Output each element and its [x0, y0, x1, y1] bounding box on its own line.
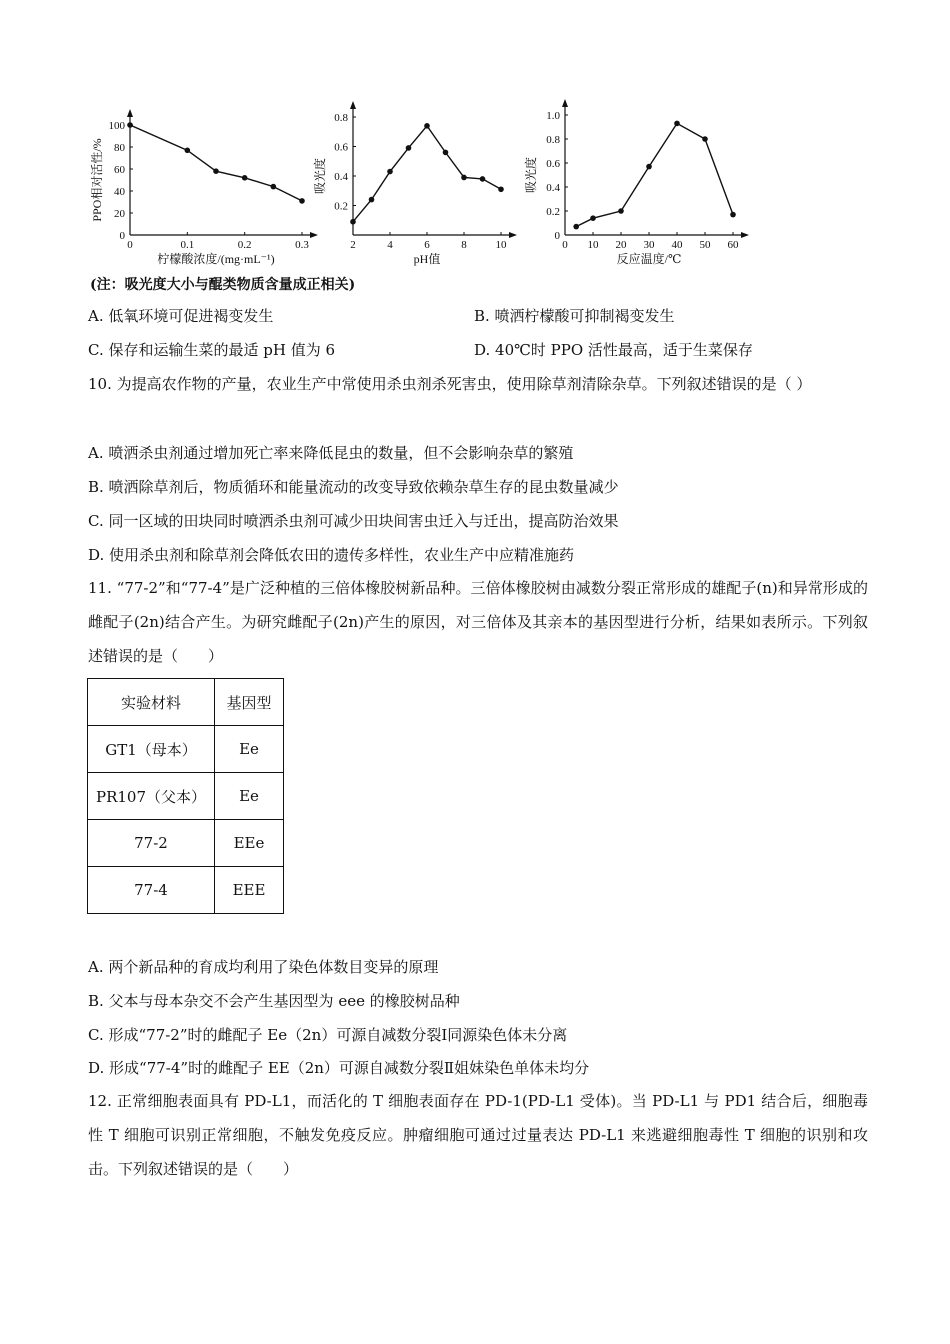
- y-tick-label: 0.6: [546, 158, 560, 170]
- y-axis-label: PPO相对活性/%: [90, 138, 104, 222]
- q9-option-d[interactable]: D. 40℃时 PPO 活性最高，适于生菜保存: [474, 341, 753, 359]
- q11-stem: 11. “77-2”和“77-4”是广泛种植的三倍体橡胶树新品种。三倍体橡胶树由减数分裂正常形成的雄配子(n)和异常形成的雌配子(2n)结合产生。为研究雌配子(2n)产生的原因，对三倍体及其亲本的基因型进行分析，结果如表所示。下列叙述错误的是（ ）: [88, 579, 868, 665]
- data-point: [674, 121, 680, 127]
- q10-option-c[interactable]: C. 同一区域的田块同时喷洒杀虫剂可减少田块间害虫迁入与迁出，提高防治效果: [88, 512, 619, 530]
- y-axis-arrow: [350, 101, 356, 109]
- data-point: [573, 224, 579, 230]
- q11-option-a[interactable]: A. 两个新品种的育成均利用了染色体数目变异的原理: [88, 958, 439, 976]
- data-point: [424, 123, 430, 129]
- q10-option-a[interactable]: A. 喷洒杀虫剂通过增加死亡率来降低昆虫的数量，但不会影响杂草的繁殖: [88, 444, 574, 462]
- table-cell: EEe: [215, 820, 284, 867]
- q11-option-b[interactable]: B. 父本与母本杂交不会产生基因型为 eee 的橡胶树品种: [88, 992, 460, 1010]
- q12-stem: 12. 正常细胞表面具有 PD-L1，而活化的 T 细胞表面存在 PD-1(PD-L1 受体)。当 PD-L1 与 PD1 结合后，细胞毒性 T 细胞可识别正常细胞，不触发免疫反应。肿瘤细胞可通过过量表达 PD-L1 来逃避细胞毒性 T 细胞的识别和攻击。下列叙述错误的是（ ）: [88, 1092, 868, 1178]
- data-point: [590, 215, 596, 221]
- y-tick-label: 100: [108, 120, 125, 132]
- data-point: [702, 136, 708, 142]
- x-tick-label: 0: [562, 239, 568, 251]
- table-cell: 77-2: [88, 820, 215, 867]
- q10-option-d[interactable]: D. 使用杀虫剂和除草剂会降低农田的遗传多样性，农业生产中应精准施药: [88, 546, 575, 564]
- data-point: [498, 186, 504, 192]
- q11-option-c[interactable]: C. 形成“77-2”时的雌配子 Ee（2n）可源自减数分裂Ⅰ同源染色体未分离: [88, 1026, 568, 1044]
- x-tick-label: 60: [727, 239, 739, 251]
- y-tick-label: 20: [114, 208, 125, 220]
- data-point: [730, 212, 736, 218]
- x-tick-label: 8: [461, 239, 467, 251]
- x-axis-arrow: [741, 232, 749, 238]
- data-point: [127, 122, 133, 128]
- table-row: [88, 773, 284, 820]
- x-axis-label: 反应温度/℃: [616, 252, 682, 266]
- table-cell: GT1（母本）: [88, 726, 215, 773]
- y-tick-label: 0: [554, 230, 560, 242]
- data-point: [406, 145, 412, 151]
- x-tick-label: 2: [350, 239, 356, 251]
- y-tick-label: 60: [114, 164, 125, 176]
- y-tick-label: 0.8: [546, 134, 560, 146]
- x-tick-label: 4: [387, 239, 393, 251]
- q9-option-c[interactable]: C. 保存和运输生菜的最适 pH 值为 6: [88, 341, 336, 359]
- table-cell: Ee: [215, 773, 284, 820]
- chart-note: (注：吸光度大小与醌类物质含量成正相关): [90, 277, 356, 293]
- chart-ph-svg: [315, 95, 515, 270]
- data-point: [369, 197, 375, 203]
- y-tick-label: 0.2: [546, 206, 560, 218]
- y-tick-label: 0.8: [334, 112, 348, 124]
- series-line: [130, 125, 302, 201]
- table-cell: PR107（父本）: [88, 773, 215, 820]
- table-row: [88, 726, 284, 773]
- data-point: [242, 175, 248, 181]
- x-tick-label: 50: [699, 239, 711, 251]
- data-point: [299, 198, 305, 204]
- table-cell: Ee: [215, 726, 284, 773]
- x-tick-label: 0.1: [180, 239, 195, 251]
- chart-temperature: [525, 95, 755, 270]
- table-row: [88, 867, 284, 914]
- x-tick-label: 40: [671, 239, 683, 251]
- table-cell: 77-4: [88, 867, 215, 914]
- x-axis-label: pH值: [413, 252, 441, 266]
- data-point: [618, 208, 624, 214]
- x-tick-label: 0.3: [295, 239, 309, 251]
- y-tick-label: 0: [119, 230, 125, 242]
- x-tick-label: 30: [643, 239, 655, 251]
- chart-ph: [315, 95, 515, 270]
- y-axis-arrow: [127, 109, 133, 117]
- y-axis-label: 吸光度: [313, 157, 327, 195]
- x-tick-label: 20: [615, 239, 627, 251]
- x-tick-label: 10: [587, 239, 599, 251]
- y-tick-label: 0.2: [334, 200, 348, 213]
- y-tick-label: 0.4: [334, 171, 348, 183]
- x-tick-label: 10: [495, 239, 507, 251]
- chart-citric-acid-svg: [92, 95, 317, 270]
- q9-option-a[interactable]: A. 低氧环境可促进褐变发生: [88, 307, 274, 325]
- x-tick-label: 6: [424, 239, 430, 251]
- q10-option-b[interactable]: B. 喷洒除草剂后，物质循环和能量流动的改变导致依赖杂草生存的昆虫数量减少: [88, 478, 619, 496]
- y-axis-label: 吸光度: [524, 156, 538, 194]
- data-point: [480, 176, 486, 182]
- table-header: 实验材料: [88, 679, 215, 726]
- genotype-table: [87, 678, 284, 914]
- y-tick-label: 1.0: [546, 110, 560, 122]
- y-axis-arrow: [562, 99, 568, 107]
- table-row: [88, 820, 284, 867]
- x-axis-arrow: [509, 232, 517, 238]
- data-point: [185, 148, 191, 154]
- data-point: [461, 175, 467, 181]
- x-axis-label: 柠檬酸浓度/(mg·mL⁻¹): [157, 252, 275, 266]
- q11-option-d[interactable]: D. 形成“77-4”时的雌配子 EE（2n）可源自减数分裂Ⅱ姐妹染色单体未均分: [88, 1059, 590, 1077]
- chart-citric-acid: [92, 95, 317, 270]
- x-tick-label: 0: [127, 239, 133, 251]
- series-line: [576, 123, 733, 226]
- table-header-row: [88, 679, 284, 726]
- y-tick-label: 40: [114, 186, 125, 198]
- y-tick-label: 0.4: [546, 182, 560, 194]
- table-header: 基因型: [215, 679, 284, 726]
- series-line: [353, 126, 501, 222]
- data-point: [271, 184, 277, 190]
- data-point: [443, 150, 449, 156]
- chart-temperature-svg: [525, 95, 755, 270]
- y-tick-label: 80: [114, 142, 125, 154]
- data-point: [387, 169, 393, 175]
- data-point: [350, 219, 356, 225]
- q9-option-b[interactable]: B. 喷洒柠檬酸可抑制褐变发生: [474, 307, 675, 325]
- table-cell: EEE: [215, 867, 284, 914]
- data-point: [213, 168, 219, 174]
- x-tick-label: 0.2: [237, 239, 252, 251]
- q10-stem: 10. 为提高农作物的产量，农业生产中常使用杀虫剂杀死害虫，使用除草剂清除杂草。下列叙述错误的是（ ）: [88, 375, 812, 393]
- y-tick-label: 0.6: [334, 141, 348, 154]
- data-point: [646, 164, 652, 170]
